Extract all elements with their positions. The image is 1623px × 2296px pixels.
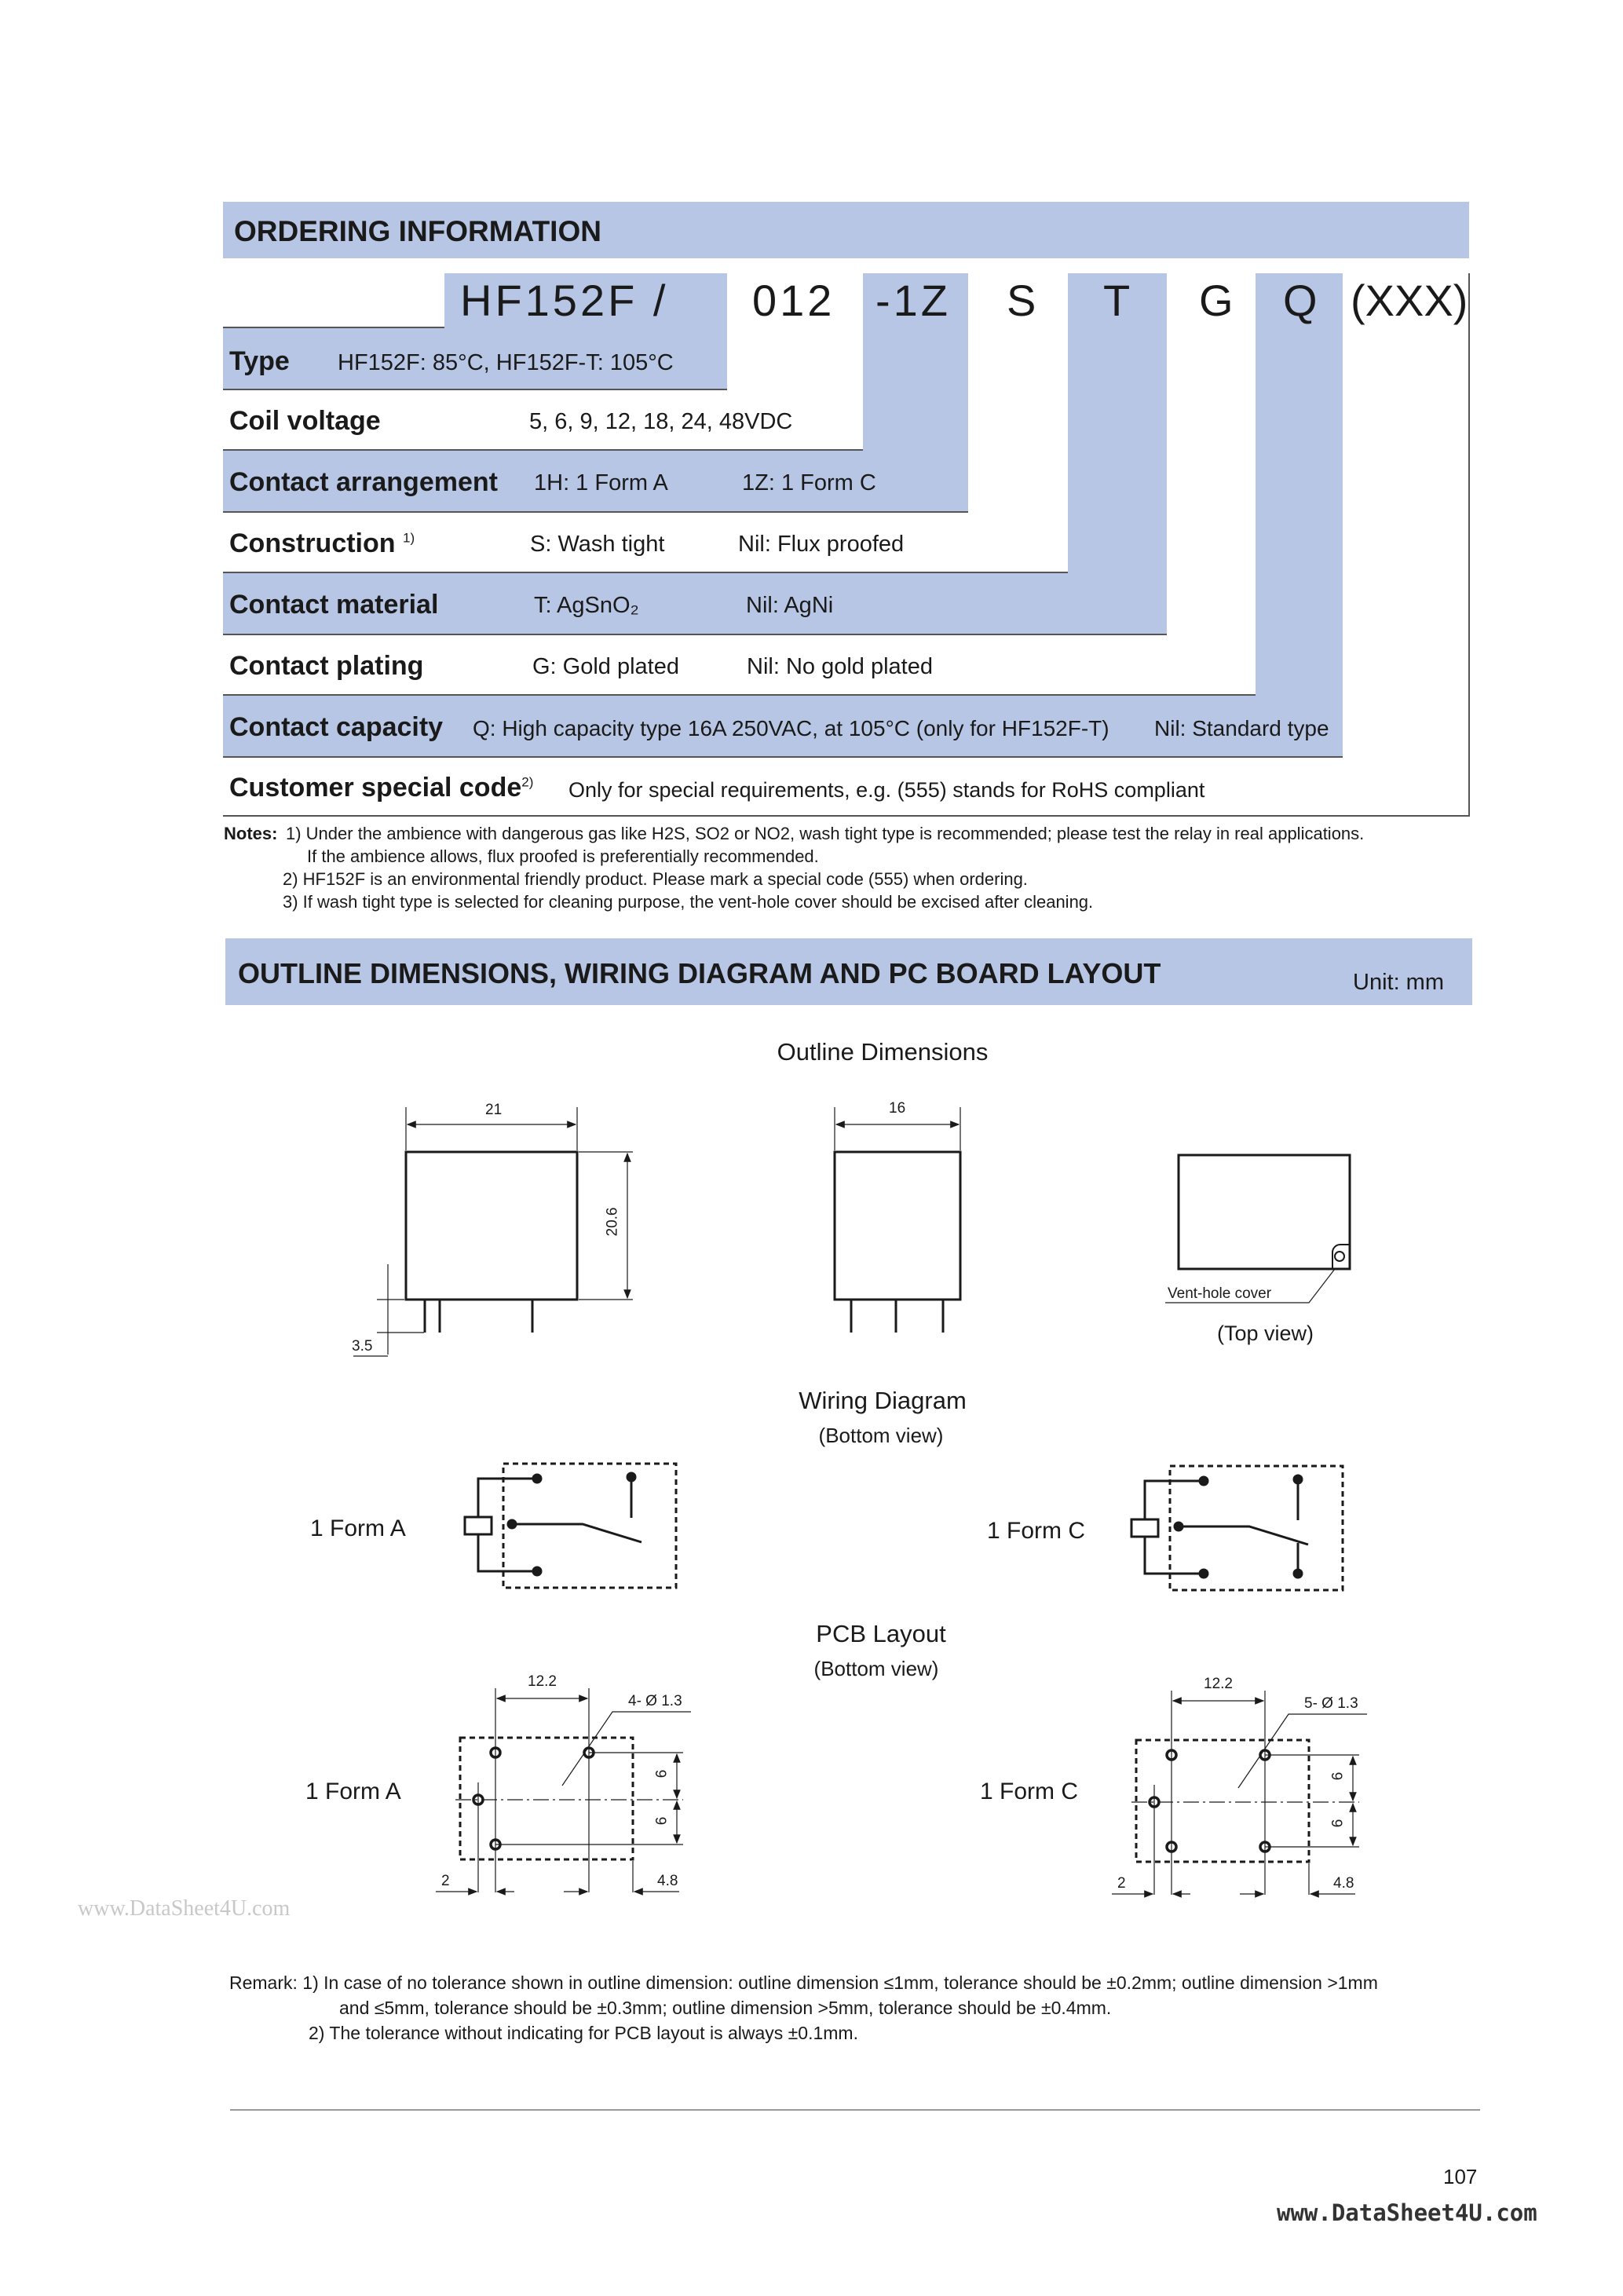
pcb-right-offset: 4.8 [657,1873,678,1889]
dimension-lines [353,1107,960,1356]
pcb-form-c-label: 1 Form C [980,1779,1079,1804]
row-label: Construction $^{1)}$ [229,528,415,558]
remark-line: 2) The tolerance without indicating for PCB layout is always ±0.1mm. [309,2023,858,2043]
dim-height: 20.6 [604,1207,621,1237]
pcb-span: 12.2 [528,1673,557,1690]
row-value: Nil: Flux proofed [738,532,905,557]
front-view-drawing [406,1152,577,1333]
row-value: G: Gold plated [532,654,679,679]
row-value: Only for special requirements, e.g. (555) stands for RoHS compliant [568,778,1205,802]
pcb-pitch: 6 [653,1816,671,1826]
note-line: 3) If wash tight type is selected for cleaning purpose, the vent-hole cover should be excised after cleaning. [283,892,1094,912]
code-type: HF152F / [460,276,669,325]
pcb-right-offset: 4.8 [1333,1875,1354,1892]
note-line: 1) Under the ambience with dangerous gas like H2S, SO2 or NO2, wash tight type is recommended; please test the relay in real applications. [286,824,1365,843]
footnote-ref: 2) [521,774,534,790]
unit-label: Unit: mm [1353,970,1444,995]
ordering-title: ORDERING INFORMATION [234,215,601,247]
row-label: Customer special code$^{2)}$ [229,773,534,803]
remark-line: and ≤5mm, tolerance should be ±0.3mm; outline dimension >5mm, tolerance should be ±0.4mm. [339,1998,1112,2018]
row-value: 1Z: 1 Form C [742,470,876,495]
remark-line: Remark: 1) In case of no tolerance shown in outline dimension: outline dimension ≤1mm, tolerance should be ±0.2mm; outline dimension >1mm [229,1972,1378,1993]
pcb-bottom-view: (Bottom view) [813,1657,939,1680]
pcb-span: 12.2 [1204,1676,1233,1692]
pcb-pitch: 6 [653,1769,671,1779]
pcb-form-a-label: 1 Form A [305,1779,401,1804]
pcb-holes: 5- Ø 1.3 [1304,1695,1358,1712]
footer-site-link[interactable]: www.DataSheet4U.com [1277,2199,1537,2226]
code-capacity: Q [1283,276,1321,325]
row-value: 1H: 1 Form A [534,470,668,495]
page-number: 107 [1443,2165,1478,2188]
top-view-label: (Top view) [1217,1322,1314,1345]
wiring-form-c-label: 1 Form C [987,1518,1086,1544]
row-value: Nil: AgNi [746,593,834,618]
pcb-pitch: 6 [1329,1819,1347,1828]
wiring-diagram-title: Wiring Diagram [799,1387,967,1414]
code-coil: 012 [752,276,835,325]
row-value: HF152F: 85°C, HF152F-T: 105°C [338,350,674,375]
code-special: (XXX) [1351,276,1468,325]
dim-pin: 3.5 [352,1338,373,1355]
outline-dimensions-title: Outline Dimensions [777,1038,989,1066]
footnote-ref: 1) [403,530,415,546]
dim-width: 21 [485,1102,503,1118]
side-view-drawing [835,1152,960,1333]
row-value: S: Wash tight [530,532,665,557]
code-material: T [1103,276,1134,325]
row-value: Q: High capacity type 16A 250VAC, at 105°C (only for HF152F-T) [473,716,1109,740]
pcb-left-offset: 2 [441,1873,450,1889]
note-line: 2) HF152F is an environmental friendly product. Please mark a special code (555) when ordering. [283,869,1028,889]
code-plating: G [1199,276,1237,325]
row-label: Contact capacity [229,712,444,742]
code-construction: S [1007,276,1040,325]
wiring-bottom-view: (Bottom view) [818,1424,944,1447]
dim-depth: 16 [889,1100,906,1117]
wiring-form-a-label: 1 Form A [310,1515,406,1541]
wiring-form-a [465,1464,676,1588]
pcb-layout-title: PCB Layout [816,1620,946,1647]
row-value: 5, 6, 9, 12, 18, 24, 48VDC [529,409,793,434]
row-label: Type [229,346,290,376]
pcb-form-a [436,1688,691,1892]
vent-hole-label: Vent-hole cover [1168,1285,1272,1302]
row-label: Contact plating [229,651,424,681]
pcb-holes: 4- Ø 1.3 [628,1693,682,1709]
outline-title: OUTLINE DIMENSIONS, WIRING DIAGRAM AND PC BOARD LAYOUT [238,957,1161,989]
vent-hole-icon [1335,1252,1344,1261]
row-label: Contact material [229,590,439,620]
top-view-drawing [1165,1155,1350,1303]
row-label: Contact arrangement [229,467,498,497]
wiring-form-c [1131,1466,1343,1590]
row-value: Nil: No gold plated [747,654,933,679]
code-arrangement: -1Z [875,276,951,325]
row-value: Nil: Standard type [1154,716,1329,740]
pcb-pitch: 6 [1329,1771,1347,1781]
pcb-left-offset: 2 [1117,1875,1126,1892]
row-value: T: AgSnO₂ [534,593,639,618]
row-label: Coil voltage [229,406,381,436]
watermark: www.DataSheet4U.com [78,1896,291,1921]
notes-label: Notes: [224,824,278,843]
note-line: If the ambience allows, flux proofed is preferentially recommended. [307,846,819,866]
pcb-form-c [1112,1691,1367,1895]
